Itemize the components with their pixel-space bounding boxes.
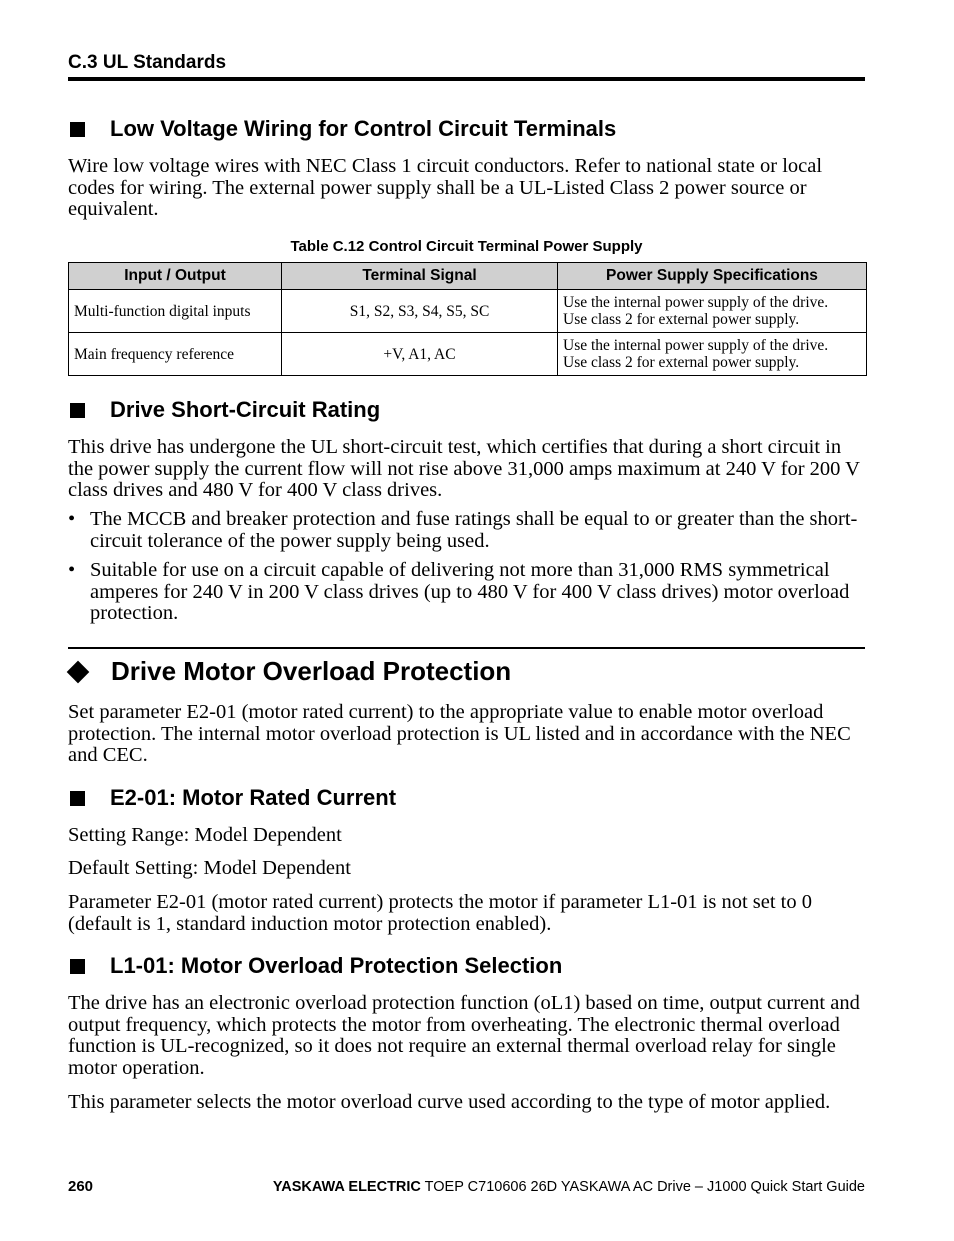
spec-line: Use class 2 for external power supply.: [563, 311, 800, 328]
table-row: [69, 333, 867, 376]
bullet-dot-icon: •: [68, 559, 76, 581]
heading-text: Low Voltage Wiring for Control Circuit Terminals: [110, 116, 617, 141]
heading-short-circuit: [68, 397, 380, 423]
cell-signal: +V, A1, AC: [282, 333, 558, 376]
heading-e2-01: [68, 785, 396, 811]
paragraph-motor-overload: Set parameter E2-01 (motor rated current) to the appropriate value to enable motor overload protection. The internal motor overload protection is UL listed and in accordance with the NEC and CEC.: [68, 701, 851, 766]
column-header-spec: Power Supply Specifications: [558, 263, 867, 290]
cell-spec: [558, 333, 867, 376]
cell-io: Multi-function digital inputs: [69, 290, 282, 333]
square-bullet-icon: [70, 791, 85, 806]
table-row: [69, 290, 867, 333]
column-header-signal: Terminal Signal: [282, 263, 558, 290]
heading-text: E2-01: Motor Rated Current: [110, 785, 397, 810]
paragraph-e2-01: Parameter E2-01 (motor rated current) protects the motor if parameter L1-01 is not set to 0 (default is 1, standard induction motor protection enabled).: [68, 891, 813, 935]
cell-io: Main frequency reference: [69, 333, 282, 376]
heading-motor-overload: [66, 656, 511, 687]
square-bullet-icon: [70, 403, 85, 418]
list-item-text: The MCCB and breaker protection and fuse ratings shall be equal to or greater than the short-circuit tolerance of the power supply being used.: [90, 508, 858, 552]
heading-l1-01: [68, 953, 562, 979]
list-item: [68, 509, 868, 552]
square-bullet-icon: [70, 959, 85, 974]
heading-low-voltage: [68, 116, 616, 142]
table-caption: Table C.12 Control Circuit Terminal Power Supply: [290, 238, 643, 255]
heading-text: L1-01: Motor Overload Protection Selection: [110, 953, 563, 978]
heading-text: Drive Motor Overload Protection: [111, 656, 512, 686]
spec-line: Use the internal power supply of the drive.: [563, 337, 829, 354]
header-rule: [68, 77, 865, 81]
bullet-dot-icon: •: [68, 508, 76, 530]
setting-range: Setting Range: Model Dependent: [68, 824, 342, 846]
paragraph-l1-01-curve: This parameter selects the motor overload curve used according to the type of motor applied.: [68, 1091, 831, 1113]
paragraph-short-circuit: This drive has undergone the UL short-circuit test, which certifies that during a short circuit in the power supply the current flow will not rise above 31,000 amps maximum at 240 V for 200 V class drives and 480 V for 400 V class drives.: [68, 436, 860, 501]
column-header-io: Input / Output: [69, 263, 282, 290]
footer-brand: YASKAWA ELECTRIC: [272, 1179, 421, 1195]
list-item: [68, 560, 868, 625]
section-header: C.3 UL Standards: [68, 52, 227, 73]
footer-document: [273, 1179, 865, 1195]
table-header-row: [69, 263, 867, 290]
list-item-text: Suitable for use on a circuit capable of delivering not more than 31,000 RMS symmetrical amperes for 240 V in 200 V class drives (up to 480 V for 400 V class drives) motor overload protection.: [90, 559, 850, 624]
section-rule: [68, 647, 865, 649]
diamond-bullet-icon: [67, 660, 90, 683]
power-supply-table: [68, 262, 867, 376]
cell-signal: S1, S2, S3, S4, S5, SC: [282, 290, 558, 333]
square-bullet-icon: [70, 122, 85, 137]
page-number: 260: [68, 1178, 94, 1195]
heading-text: Drive Short-Circuit Rating: [110, 397, 381, 422]
cell-spec: [558, 290, 867, 333]
spec-line: Use class 2 for external power supply.: [563, 354, 800, 371]
paragraph-l1-01: The drive has an electronic overload protection function (oL1) based on time, output current and output frequency, which protects the motor from overheating. The electronic thermal overload function is UL-recognized, so it does not require an external thermal overload relay for single motor operation.: [68, 992, 860, 1079]
default-setting: Default Setting: Model Dependent: [68, 857, 351, 879]
paragraph-low-voltage: Wire low voltage wires with NEC Class 1 circuit conductors. Refer to national state or local codes for wiring. The external power supply shall be a UL-Listed Class 2 power source or equivalent.: [68, 155, 823, 220]
footer-doc-title: TOEP C710606 26D YASKAWA AC Drive – J1000 Quick Start Guide: [420, 1179, 865, 1195]
spec-line: Use the internal power supply of the drive.: [563, 294, 829, 311]
